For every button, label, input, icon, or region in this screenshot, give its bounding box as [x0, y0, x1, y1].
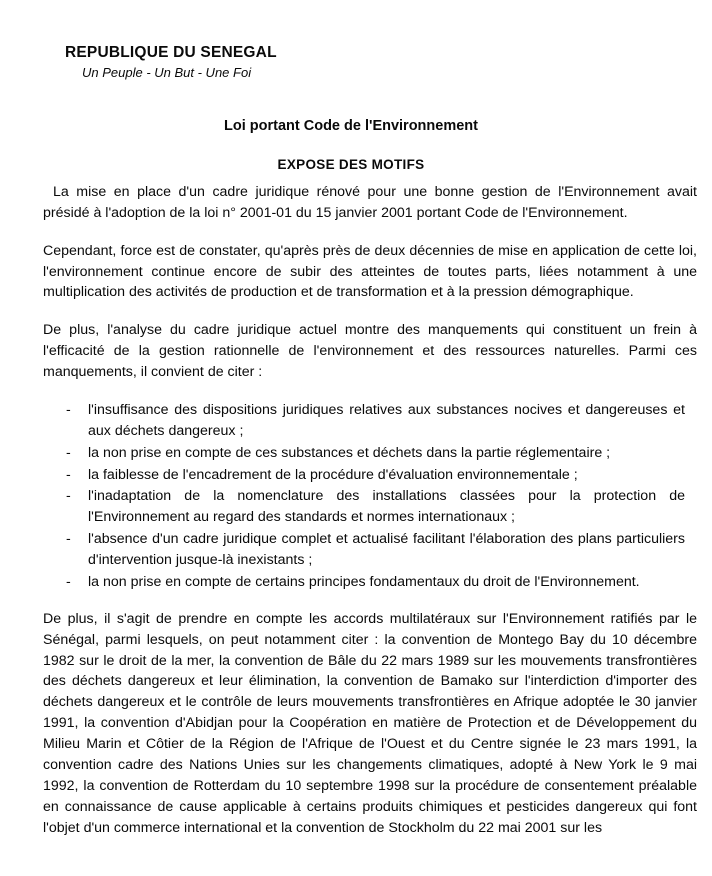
section-heading-expose-des-motifs: EXPOSE DES MOTIFS	[277, 156, 425, 172]
list-item	[66, 572, 685, 593]
list-item-text: l'absence d'un cadre juridique complet et actualisé facilitant l'élaboration des plans particuliers d'intervention jusque-là inexistants ;	[88, 531, 685, 569]
dash-bullet-icon: -	[66, 444, 71, 461]
list-item-text: l'inadaptation de la nomenclature des installations classées pour la protection de l'Environnement au regard des standards et normes internationaux ;	[88, 488, 685, 526]
list-item-text: la faiblesse de l'encadrement de la procédure d'évaluation environnementale ;	[88, 466, 578, 483]
dash-bullet-icon: -	[66, 573, 71, 590]
list-item	[66, 486, 685, 528]
national-motto: Un Peuple - Un But - Une Foi	[82, 65, 252, 81]
list-item	[66, 529, 685, 571]
list-item	[66, 443, 685, 464]
list-item	[66, 465, 685, 486]
letterhead	[0, 0, 712, 80]
list-item-text: la non prise en compte de ces substances et déchets dans la partie réglementaire ;	[88, 444, 611, 461]
dash-bullet-icon: -	[66, 488, 71, 505]
shortcomings-list	[43, 400, 697, 593]
dash-bullet-icon: -	[66, 401, 71, 418]
paragraph-4: De plus, il s'agit de prendre en compte les accords multilatéraux sur l'Environnement ratifiés par le Sénégal, parmi lesquels, on peut notamment citer : la convention de Montego Bay du 10 décembre 1982 sur le droit de la mer, la convention de Bâle du 22 mars 1989 sur les mouvements transfrontières des déchets dangereux et leur élimination, la convention de Bamako sur l'interdiction d'importer des déchets dangereux et le contrôle de leurs mouvements transfrontières en Afrique adoptée le 30 janvier 1991, la convention d'Abidjan pour la Coopération en matière de Protection et de Développement du Milieu Marin et Côtier de la Région de l'Afrique de l'Ouest et du Centre signée le 23 mars 1991, la convention cadre des Nations Unies sur les changements climatiques, adopté à New York le 9 mai 1992, la convention de Rotterdam du 10 septembre 1998 sur la procédure de consentement préalable en connaissance de cause applicable à certains produits chimiques et pesticides dangereux qui font l'objet d'un commerce international et la convention de Stockholm du 22 mai 2001 sur les	[43, 610, 697, 836]
paragraph-3: De plus, l'analyse du cadre juridique actuel montre des manquements qui constituent un frein à l'efficacité de la gestion rationnelle de l'environnement et des ressources naturelles. Parmi ces manquements, il convient de citer :	[43, 322, 697, 381]
dash-bullet-icon: -	[66, 466, 71, 483]
page-title: Loi portant Code de l'Environnement	[224, 118, 478, 135]
document-body	[43, 182, 697, 839]
list-item-text: l'insuffisance des dispositions juridiques relatives aux substances nocives et dangereuses et aux déchets dangereux ;	[88, 401, 685, 439]
dash-bullet-icon: -	[66, 531, 71, 548]
list-item	[66, 400, 685, 442]
republic-name: REPUBLIQUE DU SENEGAL	[65, 44, 277, 61]
paragraph-1: La mise en place d'un cadre juridique rénové pour une bonne gestion de l'Environnement avait présidé à l'adoption de la loi n° 2001-01 du 15 janvier 2001 portant Code de l'Environnement.	[43, 183, 697, 221]
paragraph-2: Cependant, force est de constater, qu'après près de deux décennies de mise en application de cette loi, l'environnement continue encore de subir des atteintes de toutes parts, liées notamment à une multiplication des activités de production et de transformation et à la pression démographique.	[43, 242, 697, 301]
list-item-text: la non prise en compte de certains principes fondamentaux du droit de l'Environnement.	[88, 573, 640, 590]
